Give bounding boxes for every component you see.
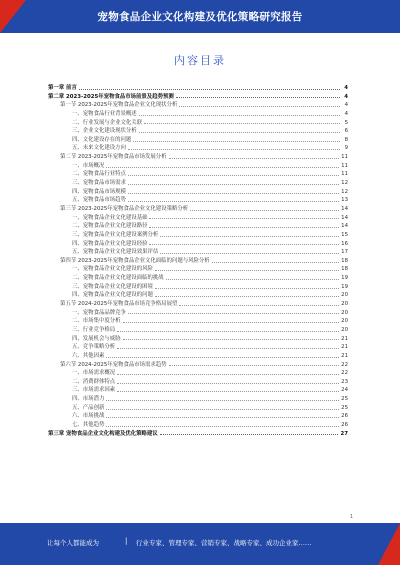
toc-entry-page: 20 xyxy=(341,292,348,299)
toc-leader-dots xyxy=(106,409,339,410)
toc-entry-text: 四、发展机会与威胁 xyxy=(72,335,121,342)
toc-leader-dots xyxy=(79,89,340,90)
toc-entry[interactable] xyxy=(48,265,348,274)
toc-entry-page: 4 xyxy=(344,85,348,91)
toc-entry-text: 四、宠物食品企业文化建设的问题 xyxy=(72,292,153,299)
footer-slogan-lead: 让每个人都能成为 xyxy=(47,539,99,547)
toc-leader-dots xyxy=(169,365,340,366)
toc-leader-dots xyxy=(144,123,340,124)
toc-heading: 内容目录 xyxy=(174,54,226,67)
toc-leader-dots xyxy=(123,322,340,323)
footer-banner xyxy=(0,523,400,565)
toc-leader-dots xyxy=(128,149,340,150)
toc-entry-page: 19 xyxy=(341,283,348,290)
toc-entry-text: 三、企业文化建设现状分析 xyxy=(72,128,137,135)
toc-entry-page: 27 xyxy=(340,430,348,437)
toc-leader-dots xyxy=(106,417,339,418)
toc-leader-dots xyxy=(128,201,339,202)
toc-leader-dots xyxy=(155,270,339,271)
toc-entry[interactable] xyxy=(48,369,348,378)
toc-entry-text: 第五节 2024-2025年宠物食品市场竞争格局展望 xyxy=(60,301,178,308)
toc-entry[interactable] xyxy=(48,127,348,136)
toc-entry[interactable] xyxy=(48,352,348,361)
toc-entry-text: 七、其他趋势 xyxy=(72,421,105,428)
toc-leader-dots xyxy=(160,253,339,254)
toc-leader-dots xyxy=(117,348,339,349)
toc-entry-page: 20 xyxy=(341,326,348,333)
toc-entry-page: 12 xyxy=(341,188,348,195)
toc-entry[interactable] xyxy=(48,101,348,110)
toc-leader-dots xyxy=(117,331,339,332)
toc-entry-page: 12 xyxy=(341,180,348,187)
toc-entry-page: 8 xyxy=(344,136,348,143)
toc-entry[interactable] xyxy=(48,291,348,300)
toc-entry-page: 17 xyxy=(341,249,348,256)
toc-leader-dots xyxy=(176,97,340,98)
toc-entry-page: 21 xyxy=(341,335,348,342)
toc-entry[interactable] xyxy=(48,205,348,214)
toc-entry-text: 六、市场挑战 xyxy=(72,413,105,420)
toc-leader-dots xyxy=(179,106,340,107)
toc-entry[interactable] xyxy=(48,317,348,326)
toc-entry-text: 三、宠物食品市场需求 xyxy=(72,180,126,187)
toc-entry-text: 四、文化建设存在的问题 xyxy=(72,136,132,143)
toc-entry-text: 四、宠物食品市场规模 xyxy=(72,188,126,195)
toc-entry[interactable] xyxy=(48,395,348,404)
toc-entry-page: 14 xyxy=(341,205,348,212)
footer-slogan-roles: 行业专家、管理专家、营销专家、战略专家、成功企业家…… xyxy=(136,539,312,547)
toc-entry-text: 二、市场集中度分析 xyxy=(72,318,121,325)
toc-entry-page: 25 xyxy=(341,404,348,411)
toc-leader-dots xyxy=(128,193,339,194)
toc-entry-text: 二、消费群体特点 xyxy=(72,378,116,385)
table-of-contents xyxy=(48,84,348,438)
toc-entry[interactable] xyxy=(48,231,348,240)
page-number: 1 xyxy=(349,514,353,520)
toc-leader-dots xyxy=(166,279,339,280)
toc-entry-text: 四、宠物食品企业文化建设经验 xyxy=(72,240,148,247)
toc-entry-page: 20 xyxy=(341,318,348,325)
toc-leader-dots xyxy=(117,383,339,384)
toc-leader-dots xyxy=(106,426,339,427)
toc-entry[interactable] xyxy=(48,144,348,153)
footer-red-accent xyxy=(378,523,400,565)
toc-entry-page: 21 xyxy=(341,344,348,351)
toc-leader-dots xyxy=(128,175,339,176)
toc-entry-text: 三、行业竞争格局 xyxy=(72,326,116,333)
toc-entry-text: 四、市场潜力 xyxy=(72,396,105,403)
toc-entry-text: 第二章 2023-2025年宠物食品市场前景及趋势预测 xyxy=(48,93,174,100)
toc-leader-dots xyxy=(149,218,339,219)
toc-leader-dots xyxy=(139,132,340,133)
toc-entry-page: 18 xyxy=(341,257,348,264)
toc-entry[interactable] xyxy=(48,110,348,119)
toc-entry-page: 11 xyxy=(341,154,348,161)
toc-leader-dots xyxy=(212,262,339,263)
toc-leader-dots xyxy=(155,288,339,289)
toc-entry-text: 一、市场概况 xyxy=(72,162,105,169)
toc-entry[interactable] xyxy=(48,170,348,179)
toc-entry-page: 22 xyxy=(341,361,348,368)
toc-leader-dots xyxy=(106,167,339,168)
toc-entry-text: 第三节 2023-2025年宠物食品企业文化建设策略分析 xyxy=(60,205,189,212)
toc-entry-text: 第四节 2023-2025年宠物食品企业文化面临的问题与风险分析 xyxy=(60,257,210,264)
toc-leader-dots xyxy=(133,141,340,142)
toc-entry[interactable] xyxy=(48,404,348,413)
toc-entry-page: 20 xyxy=(341,301,348,308)
toc-entry[interactable] xyxy=(48,119,348,128)
toc-entry-page: 5 xyxy=(344,119,348,126)
toc-entry[interactable] xyxy=(48,300,348,309)
toc-entry-text: 三、宠物食品企业文化建设的困境 xyxy=(72,283,153,290)
toc-entry-page: 11 xyxy=(341,171,348,178)
toc-entry-text: 一、宠物食品品牌竞争 xyxy=(72,309,126,316)
toc-leader-dots xyxy=(155,296,339,297)
toc-entry[interactable] xyxy=(48,84,348,93)
toc-leader-dots xyxy=(139,115,340,116)
toc-leader-dots xyxy=(128,184,339,185)
toc-entry-page: 4 xyxy=(344,110,348,117)
toc-entry-page: 22 xyxy=(341,370,348,377)
toc-leader-dots xyxy=(149,227,339,228)
toc-entry-page: 24 xyxy=(341,387,348,394)
toc-entry[interactable] xyxy=(48,309,348,318)
toc-entry-text: 一、市场需求概况 xyxy=(72,370,116,377)
toc-entry-text: 二、行业发展与企业文化关联 xyxy=(72,119,143,126)
toc-entry-text: 第六节 2024-2025年宠物食品市场需求趋势 xyxy=(60,361,167,368)
toc-entry[interactable] xyxy=(48,274,348,283)
toc-entry-text: 五、未来文化建设方向 xyxy=(72,145,126,152)
toc-entry-page: 25 xyxy=(341,396,348,403)
toc-entry-page: 13 xyxy=(341,197,348,204)
toc-entry-text: 五、竞争策略分析 xyxy=(72,344,116,351)
toc-entry[interactable] xyxy=(48,283,348,292)
toc-entry-page: 18 xyxy=(341,266,348,273)
toc-entry[interactable] xyxy=(48,162,348,171)
toc-entry-page: 6 xyxy=(344,128,348,135)
toc-entry-text: 五、宠物食品企业文化建设效果评估 xyxy=(72,249,159,256)
toc-entry-page: 4 xyxy=(344,102,348,109)
toc-entry-page: 26 xyxy=(341,413,348,420)
footer-divider: | xyxy=(125,537,128,545)
toc-entry[interactable] xyxy=(48,248,348,257)
toc-leader-dots xyxy=(160,236,339,237)
toc-entry-page: 26 xyxy=(341,421,348,428)
toc-entry-text: 六、其他因素 xyxy=(72,352,105,359)
toc-entry[interactable] xyxy=(48,421,348,430)
toc-entry-page: 14 xyxy=(341,223,348,230)
toc-entry-page: 16 xyxy=(341,240,348,247)
toc-entry-page: 21 xyxy=(341,352,348,359)
toc-entry[interactable] xyxy=(48,240,348,249)
toc-entry[interactable] xyxy=(48,257,348,266)
toc-leader-dots xyxy=(123,339,340,340)
toc-entry-text: 五、产品创新 xyxy=(72,404,105,411)
toc-entry-text: 一、宠物食品企业文化建设基础 xyxy=(72,214,148,221)
toc-entry-page: 23 xyxy=(341,378,348,385)
toc-entry-text: 第一章 前言 xyxy=(48,85,77,91)
toc-entry-page: 14 xyxy=(341,214,348,221)
toc-entry[interactable] xyxy=(48,378,348,387)
toc-leader-dots xyxy=(190,210,339,211)
document-title: 宠物食品企业文化构建及优化策略研究报告 xyxy=(97,11,303,23)
toc-entry[interactable] xyxy=(48,412,348,421)
toc-entry-text: 第一节 2023-2025年宠物食品企业文化现状分析 xyxy=(60,102,178,109)
toc-entry-page: 15 xyxy=(341,231,348,238)
toc-entry[interactable] xyxy=(48,136,348,145)
toc-entry[interactable] xyxy=(48,326,348,335)
toc-leader-dots xyxy=(106,357,339,358)
toc-entry[interactable] xyxy=(48,214,348,223)
toc-entry[interactable] xyxy=(48,222,348,231)
toc-entry-text: 二、宠物食品行业特点 xyxy=(72,171,126,178)
toc-entry[interactable] xyxy=(48,179,348,188)
toc-entry-text: 一、宠物食品行业背景概述 xyxy=(72,110,137,117)
toc-leader-dots xyxy=(117,391,339,392)
toc-entry-text: 一、宠物食品企业文化建设的风险 xyxy=(72,266,153,273)
toc-entry[interactable] xyxy=(48,430,348,439)
toc-entry[interactable] xyxy=(48,93,348,102)
toc-entry[interactable] xyxy=(48,153,348,162)
toc-entry[interactable] xyxy=(48,335,348,344)
toc-entry-page: 19 xyxy=(341,275,348,282)
toc-entry-text: 三、市场需求因素 xyxy=(72,387,116,394)
toc-entry-text: 二、宠物食品企业文化建设面临的挑战 xyxy=(72,275,164,282)
toc-leader-dots xyxy=(117,374,339,375)
toc-entry-text: 三、宠物食品企业文化建设案例分析 xyxy=(72,231,159,238)
toc-leader-dots xyxy=(179,305,339,306)
toc-entry-text: 第二节 2023-2025年宠物食品市场发展分析 xyxy=(60,154,167,161)
toc-entry-page: 4 xyxy=(344,93,348,100)
toc-leader-dots xyxy=(169,158,340,159)
toc-entry[interactable] xyxy=(48,196,348,205)
toc-entry[interactable] xyxy=(48,386,348,395)
header-banner xyxy=(0,0,400,33)
toc-entry[interactable] xyxy=(48,188,348,197)
toc-entry-page: 20 xyxy=(341,309,348,316)
toc-entry-text: 五、宠物食品市场趋势 xyxy=(72,197,126,204)
toc-entry-text: 第三章 宠物食品企业文化构建及优化策略建议 xyxy=(48,430,158,437)
toc-entry[interactable] xyxy=(48,361,348,370)
toc-leader-dots xyxy=(128,313,339,314)
toc-leader-dots xyxy=(106,400,339,401)
toc-leader-dots xyxy=(160,434,339,435)
toc-entry[interactable] xyxy=(48,343,348,352)
toc-entry-page: 11 xyxy=(341,162,348,169)
toc-entry-text: 二、宠物食品企业文化建设路径 xyxy=(72,223,148,230)
toc-entry-page: 9 xyxy=(344,145,348,152)
toc-leader-dots xyxy=(149,244,339,245)
